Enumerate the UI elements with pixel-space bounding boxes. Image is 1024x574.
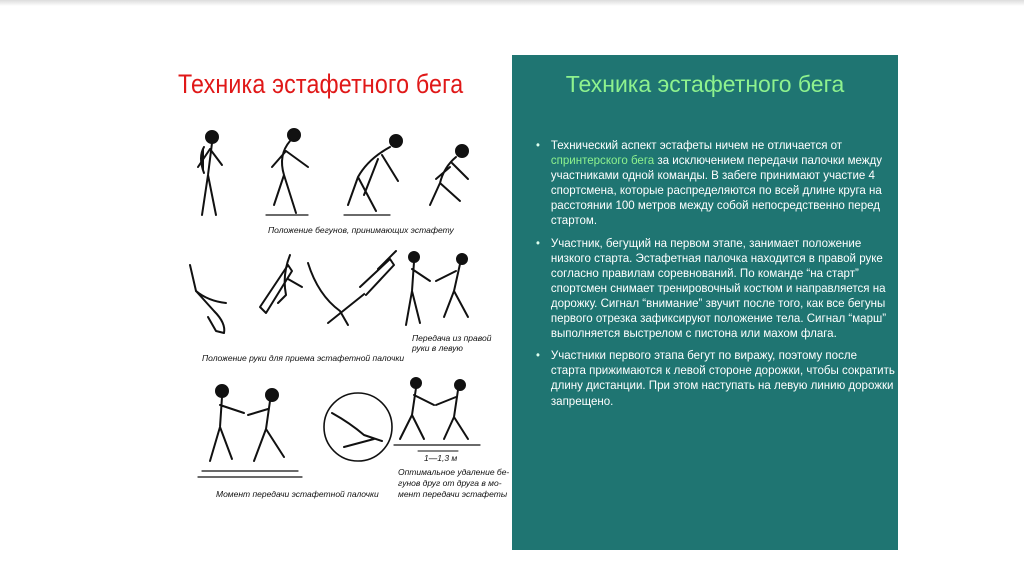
top-shadow [0, 0, 1024, 6]
bullet-2-text: Участник, бегущий на первом этапе, занимает положение низкого старта. Эстафетная палочка находится в правой руке согласно правилам соревнований. По команде “на старт” спортсмен снимает тренировочный костюм и направляется на дорожку. Сигнал “внимание” звучит после того, как все бегуны первого отрезка зафиксируют положение тела. Сигнал “марш” выполняется выстрелом с пистона или махом флага. [550, 235, 887, 341]
bullet-1-text-after: за исключением передачи палочки между участниками одной команды. В забеге принимают участие 4 спортсмена, которые распределяются по всей длине круга на расстоянии 100 метров между собой непосредственно перед стартом. [550, 153, 883, 228]
caption-optimal-3: мент передачи эстафеты [398, 489, 508, 499]
illustration-title: Техника эстафетного бега [178, 69, 464, 99]
runner-standing-figure [198, 131, 222, 215]
text-panel [512, 55, 898, 550]
bullet-dot-icon: • [536, 348, 540, 363]
caption-pass-2: руки в левую [412, 343, 463, 353]
illustration-panel [168, 55, 512, 515]
bullet-dot-icon: • [536, 235, 540, 250]
hand-with-baton-figure [260, 255, 302, 313]
runner-crouch-figure-2 [344, 135, 402, 215]
bullet-item-1 [536, 138, 895, 229]
caption-moment: Момент передачи эстафетной палочки [216, 489, 379, 499]
runner-crouch-figure-1 [266, 129, 308, 215]
runner-ready-figure [430, 145, 468, 205]
panel-title: Техника эстафетного бега [565, 71, 845, 97]
caption-hand-position: Положение руки для приема эстафетной палочки [202, 353, 405, 363]
handoff-runners-figure-2 [394, 378, 480, 451]
bullet-dot-icon: • [536, 138, 540, 152]
bullet-item-3 [536, 348, 895, 408]
relay-illustrations [168, 55, 512, 515]
open-hand-figure [190, 265, 226, 333]
caption-pass-1: Передача из правой [412, 333, 492, 343]
caption-distance: 1—1,3 м [424, 453, 458, 463]
bullet-list [536, 138, 895, 416]
bullet-1-text-before: Технический аспект эстафеты ничем не отличается от [550, 138, 843, 152]
caption-optimal-2: гунов друг от друга в мо- [398, 478, 502, 488]
sprint-link[interactable]: спринтерского бега [550, 153, 655, 168]
handoff-runners-figure-1 [406, 252, 468, 325]
bullet-item-2 [536, 236, 895, 342]
hand-reaching-figure [308, 251, 396, 325]
baton-closeup-figure [324, 393, 392, 461]
pass-moment-figure [198, 385, 302, 477]
caption-optimal-1: Оптимальное удаление бе- [398, 467, 510, 477]
caption-positions: Положение бегунов, принимающих эстафету [268, 225, 454, 235]
bullet-3-text: Участники первого этапа бегут по виражу, поэтому после старта прижимаются к левой стороне дорожки, чтобы сократить длину дистанции. При этом наступать на левую линию дорожки запрещено. [550, 348, 895, 408]
